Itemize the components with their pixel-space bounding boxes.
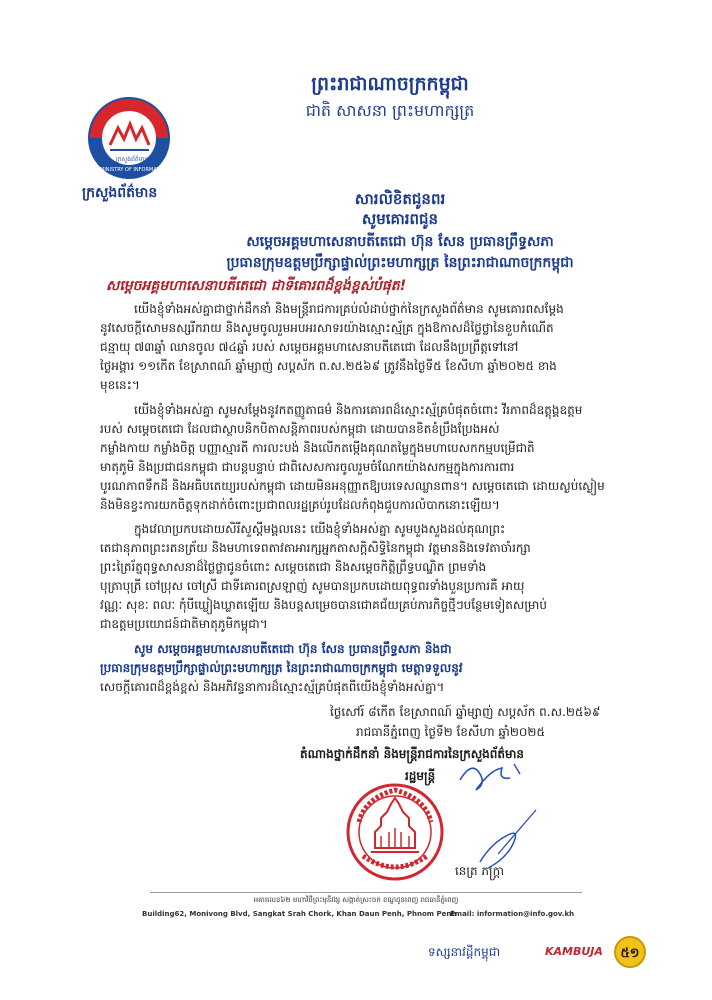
para1-line: មុខនេះ។: [100, 378, 140, 392]
para1-line: នូវសេចក្តីសោមនស្សរីករាយ និងសូមចូលរួមអបអរសាទរយ៉ាងស្មោះស្ម័គ្រ ក្នុងឱកាសដ៏ថ្លៃថ្លានៃខួបកំណើត: [100, 321, 554, 335]
para3-line: ក្នុងវេលាប្រកបដោយសិរីសួស្តីមង្គលនេះ យើងខ្ញុំទាំងអស់គ្នា សូមបួងសួងដល់គុណព្រះ: [134, 522, 506, 536]
para2-line: បូរណភាពទឹកដី និងអធិបតេយ្យរបស់កម្ពុជា ដោយមិនអនុញ្ញាតឱ្យបរទេសឈ្លានពាន។ សម្តេចតេជោ ដោយស្ងប់ស្ងៀម: [100, 479, 605, 493]
page-number: ៥១: [620, 946, 640, 961]
logo-text-kh: ក្រសួងព័ត៌មាន: [116, 156, 149, 163]
greeting-line: សម្តេចអគ្គមហាសេនាបតីតេជោ ជាទីគោរពដ៏ខ្ពង់ខ្ពស់បំផុត!: [106, 278, 407, 294]
para4-line: ប្រធានក្រុមឧត្តមប្រឹក្សាផ្ទាល់ព្រះមហាក្សត្រ នៃព្រះរាជាណាចក្រកម្ពុជា មេត្តាទទួលនូវ: [100, 661, 463, 675]
para2-line: កម្លាំងកាយ កម្លាំងចិត្ត បញ្ញាស្មារតី ការលះបង់ និងលើកតម្កើងគុណតម្លៃក្នុងមហាបេសកកម្មបម្រើជាតិ: [100, 441, 535, 455]
para3-line: បុត្រាបុត្រី ចៅប្រុស ចៅស្រី ជាទីគោរពស្រឡាញ់ សូមបានប្រកបដោយពុទ្ធពរទាំងបួនប្រការគឺ អាយុ: [100, 579, 525, 593]
recipient-line-2: ប្រធានក្រុមឧត្តមប្រឹក្សាផ្ទាល់ព្រះមហាក្សត្រ នៃព្រះរាជាណាចក្រកម្ពុជា: [226, 255, 574, 271]
magazine-title-kh: ទស្សនាវដ្តីកម្ពុជា: [428, 945, 501, 959]
footer-rule: [150, 892, 582, 893]
date-lunar: ថ្ងៃសៅរ៍ ៨កើត ខែស្រាពណ៍ ឆ្នាំម្សាញ់ សប្តស័ក ព.ស.២៥៦៩: [330, 705, 601, 719]
letter-title: សារលិខិតជូនពរ: [354, 190, 446, 208]
footer-address-en: Building62, Monivong Blvd, Sangkat Srah Chork, Khan Daun Penh, Phnom Penh: [142, 910, 457, 918]
footer-address-kh: អគារលេខ៦២ មហាវិថីព្រះមុនីវង្ស សង្កាត់ស្រះចក ខណ្ឌដូនពេញ រាជធានីភ្នំពេញ: [253, 896, 459, 904]
national-motto: ជាតិ សាសនា ព្រះមហាក្សត្រ: [305, 101, 475, 120]
para1-line: ជន្មាយុ ៧៣ឆ្នាំ ឈានចូល ៧៤ឆ្នាំ របស់ សម្តេចអគ្គមហាសេនាបតីតេជោ ដែលនឹងប្រព្រឹត្តទៅនៅ: [100, 340, 519, 354]
para3-line: ព្រះត្រៃរ័ត្នពុទ្ធសាសនាដ៏ថ្លៃថ្លាជូនចំពោះ សម្តេចតេជោ និងសម្តេចកិត្តិព្រឹទ្ធបណ្ឌិត ព្រមទាំង: [100, 560, 487, 574]
logo-text-en: MINISTRY OF INFORMATION: [100, 167, 169, 173]
signatory-name: នេត្រ ភក្ត្រា: [455, 864, 505, 878]
ministry-caption: ក្រសួងព័ត៌មាន: [82, 185, 158, 201]
para2-line: និងមិនខ្វះការយកចិត្តទុកដាក់ចំពោះប្រជាពលរដ្ឋគ្រប់រូបដែលកំពុងជួបការលំបាកនោះឡើយ។: [100, 498, 500, 512]
seal-icon: [345, 782, 445, 882]
para2-line: របស់ សម្តេចតេជោ ដែលជាស្ថាបនិកបិតាសន្តិភាពរបស់កម្ពុជា ដោយបានខិតខំប្រឹងប្រែងអស់: [100, 422, 500, 436]
para3-line: ជាឧត្តមប្រយោជន៍ជាតិមាតុភូមិកម្ពុជា។: [100, 617, 268, 631]
footer-email: Email: information@info.gov.kh: [450, 910, 575, 918]
magazine-title-en: KAMBUJA: [545, 945, 603, 958]
letter-salutation: សូមគោរពជូន: [361, 210, 439, 228]
official-seal: [345, 782, 445, 882]
signatory-title: រដ្ឋមន្ត្រី: [405, 769, 436, 783]
para3-line: តេជានុភាពព្រះរតនត្រ័យ និងមហាទេពតាវតាអារក្សអ្នកតាសក្តិសិទ្ធិនៃកម្ពុជា វត្តមាននិងទេវតាចាំរក្សា: [100, 541, 531, 555]
date-solar: រាជធានីភ្នំពេញ ថ្ងៃទី២ ខែសីហា ឆ្នាំ២០២៥: [356, 725, 545, 739]
para1-line: យើងខ្ញុំទាំងអស់គ្នាជាថ្នាក់ដឹកនាំ និងមន្ត្រីរាជការគ្រប់លំដាប់ថ្នាក់នៃក្រសួងព័ត៌មាន សូមគោរពសម្តែង: [134, 302, 564, 316]
signatory-line: តំណាងថ្នាក់ដឹកនាំ និងមន្ត្រីរាជការនៃក្រសួងព័ត៌មាន: [300, 747, 525, 761]
para3-line: វណ្ណៈ សុខៈ ពលៈ កុំបីឃ្លៀងឃ្លាតឡើយ និងបន្តសម្រេចបានជោគជ័យគ្រប់ភារកិច្ចថ្មីៗបន្ថែមទៀតសម្រាប់: [100, 598, 547, 612]
recipient-line-1: សម្តេចអគ្គមហាសេនាបតីតេជោ ហ៊ុន សែន ប្រធានព្រឹទ្ធសភា: [246, 234, 554, 250]
para4-line: សូម សម្តេចអគ្គមហាសេនាបតីតេជោ ហ៊ុន សែន ប្រធានព្រឹទ្ធសភា និងជា: [134, 642, 452, 656]
ministry-logo: [86, 95, 172, 181]
para1-line: ថ្ងៃអង្គារ ១១កើត ខែស្រាពណ៍ ឆ្នាំម្សាញ់ សប្តស័ក ព.ស.២៥៦៩ ត្រូវនឹងថ្ងៃទី៥ ខែសីហា ឆ្នាំ២០២៥ ខាង: [100, 359, 557, 373]
para2-line: មាតុភូមិ និងប្រជាជនកម្ពុជា ជាបន្តបន្ទាប់ ជាពិសេសការចូលរួមចំណែកយ៉ាងសកម្មក្នុងការការពារ: [100, 460, 515, 474]
kingdom-title: ព្រះរាជាណាចក្រកម្ពុជា: [311, 73, 469, 95]
para2-line: យើងខ្ញុំទាំងអស់គ្នា សូមសម្តែងនូវកតញ្ញូតាធម៌ និងការគោរពដ៏ស្មោះស្ម័គ្របំផុតចំពោះ វីរភាពដ៏ឧត្តុង្គឧត្តម: [134, 403, 583, 417]
page-number-badge: [614, 936, 646, 968]
para4-line: សេចក្តីគោរពដ៏ខ្ពង់ខ្ពស់ និងអភិវន្ទនាការដ៏ស្មោះស្ម័គ្របំផុតពីយើងខ្ញុំទាំងអស់គ្នា។: [100, 680, 445, 694]
